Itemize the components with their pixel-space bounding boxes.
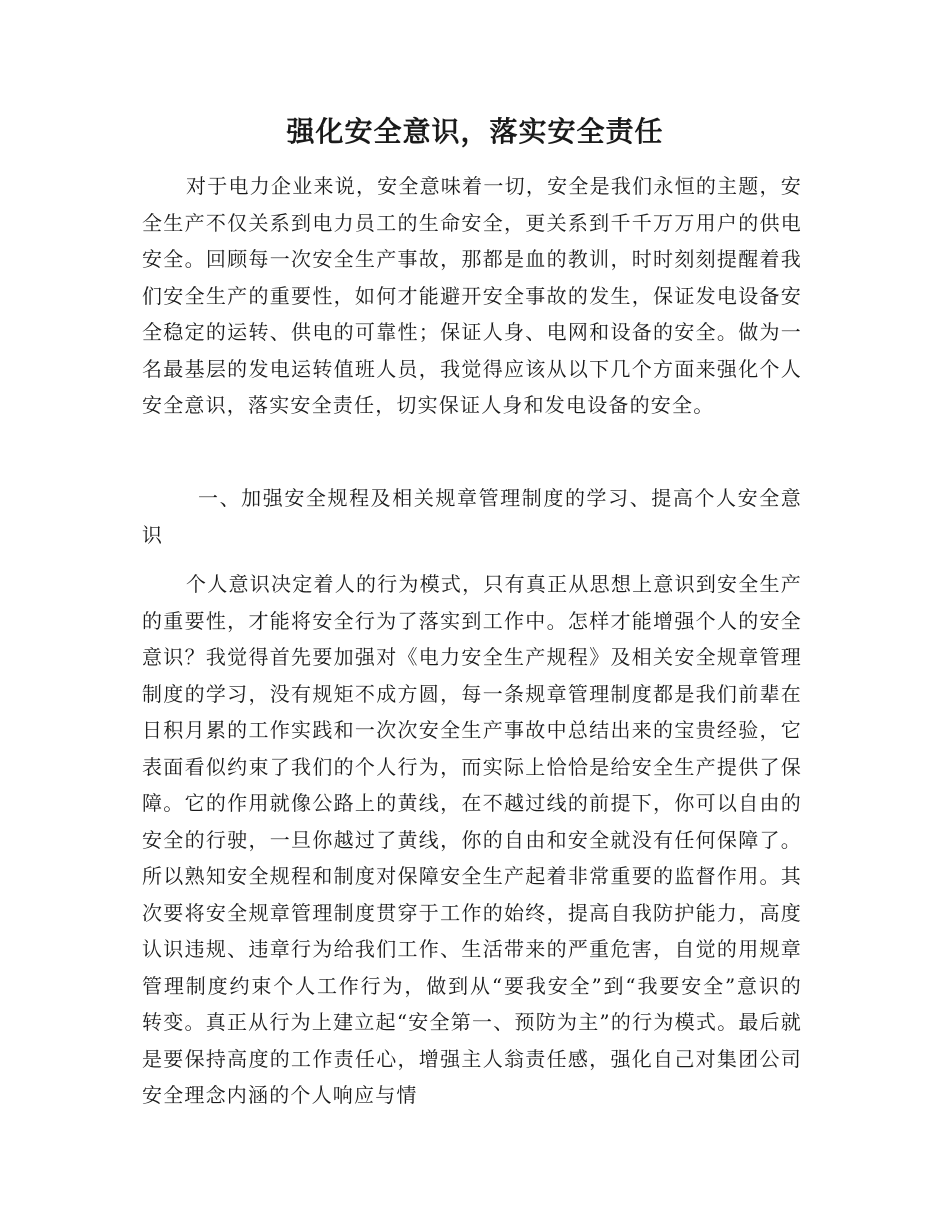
section-heading-1: 一、加强安全规程及相关规章管理制度的学习、提高个人安全意识 [142, 486, 802, 547]
section-1-paragraph: 个人意识决定着人的行为模式，只有真正从思想上意识到安全生产的重要性，才能将安全行为了落实到工作中。怎样才能增强个人的安全意识？我觉得首先要加强对《电力安全生产规程》及相关安全规章管理制度的学习，没有规矩不成方圆，每一条规章管理制度都是我们前辈在日积月累的工作实践和一次次安全生产事故中总结出来的宝贵经验，它表面看似约束了我们的个人行为，而实际上恰恰是给安全生产提供了保障。它的作用就像公路上的黄线，在不越过线的前提下，你可以自由的安全的行驶，一旦你越过了黄线，你的自由和安全就没有任何保障了。所以熟知安全规程和制度对保障安全生产起着非常重要的监督作用。其次要将安全规章管理制度贯穿于工作的始终，提高自我防护能力，高度认识违规、违章行为给我们工作、生活带来的严重危害，自觉的用规章管理制度约束个人工作行为，做到从“要我安全”到“我要安全”意识的转变。真正从行为上建立起“安全第一、预防为主”的行为模式。最后就是要保持高度的工作责任心，增强主人翁责任感，强化自己对集团公司安全理念内涵的个人响应与情 [142, 572, 802, 1107]
intro-paragraph: 对于电力企业来说，安全意味着一切，安全是我们永恒的主题，安全生产不仅关系到电力员工的生命安全，更关系到千千万万用户的供电安全。回顾每一次安全生产事故，那都是血的教训，时时刻刻提醒着我们安全生产的重要性，如何才能避开安全事故的发生，保证发电设备安全稳定的运转、供电的可靠性；保证人身、电网和设备的安全。做为一名最基层的发电运转值班人员，我觉得应该从以下几个方面来强化个人安全意识，落实安全责任，切实保证人身和发电设备的安全。 [142, 174, 802, 417]
document-title: 强化安全意识，落实安全责任 [286, 115, 664, 148]
